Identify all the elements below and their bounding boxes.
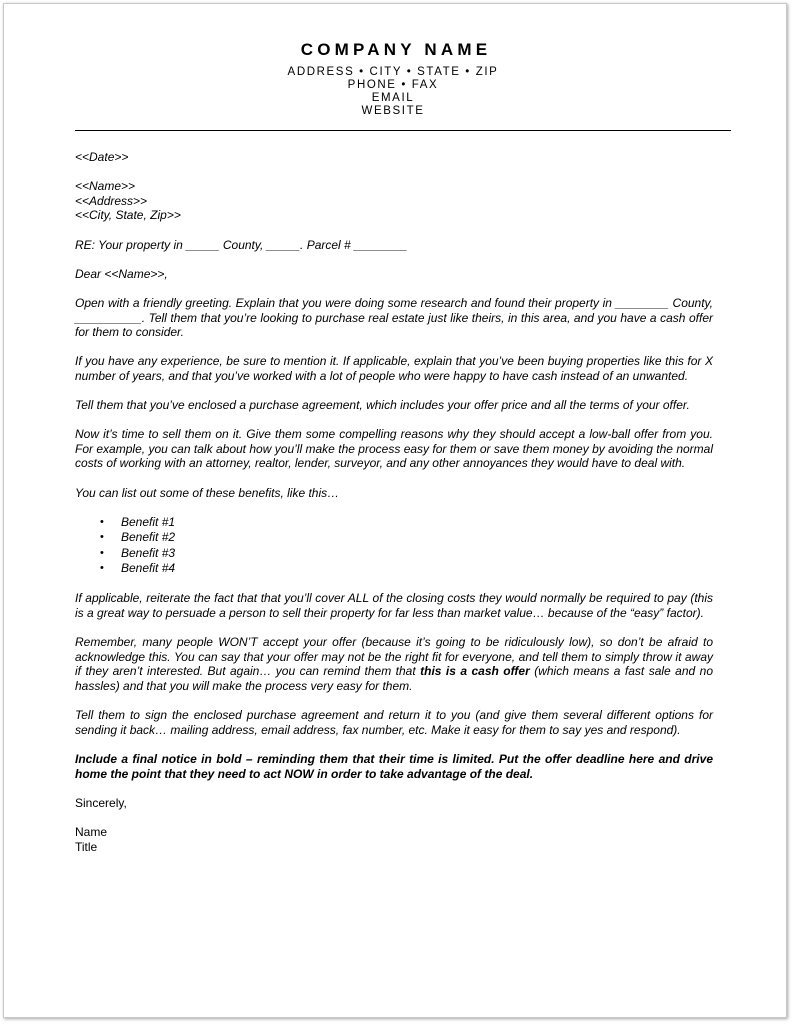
paragraph-sign: Tell them to sign the enclosed purchase agreement and return it to you (and give them several different options for sending it back… mailing address, email address, fax number, etc. Make it easy for them to say yes and respond). — [75, 708, 713, 737]
paragraph-enclosure: Tell them that you’ve enclosed a purchase agreement, which includes your offer price and all the terms of your offer. — [75, 398, 690, 413]
benefits-list — [75, 515, 713, 577]
paragraph-benefits-intro: You can list out some of these benefits, like this… — [75, 485, 340, 500]
closing: Sincerely, — [75, 795, 127, 810]
paragraph-closing-costs: If applicable, reiterate the fact that that you’ll cover ALL of the closing costs they would normally be required to pay (this is a great way to persuade a person to sell their property for far less than market value… because of the “easy” factor). — [75, 591, 713, 621]
benefit-label: Benefit #2 — [121, 530, 176, 545]
benefit-label: Benefit #1 — [121, 514, 176, 529]
paragraph-final-notice: Include a final notice in bold – reminding them that their time is limited. Put the offer deadline here and drive home the point that they need to act NOW in order to take advantage of the deal. — [75, 751, 713, 781]
benefit-label: Benefit #3 — [121, 545, 176, 560]
letter-date: <<Date>> — [75, 150, 129, 164]
company-name: COMPANY NAME — [300, 40, 492, 59]
recipient-name: <<Name>> — [75, 179, 136, 194]
letterhead-email-line: EMAIL — [371, 92, 415, 104]
cash-offer-emphasis: this is a cash offer — [420, 664, 530, 679]
paragraph-remember — [75, 635, 713, 693]
paragraph-experience: If you have any experience, be sure to mention it. If applicable, explain that you’ve been buying properties like this for X number of years, and that you’ve worked with a lot of people who were happy to have cash instead of an unwanted. — [75, 354, 713, 383]
recipient-city: <<City, State, Zip>> — [75, 208, 181, 223]
salutation: Dear <<Name>>, — [75, 266, 168, 281]
signature-name: Name — [75, 824, 108, 839]
list-item — [75, 546, 713, 562]
paragraph-intro: Open with a friendly greeting. Explain that you were doing some research and found their property in ________ County, __________. Tell them that you’re looking to purchase real estate just like theirs, in this area, and you have a cash offer for them to consider. — [75, 295, 713, 340]
letterhead-phone-line: PHONE • FAX — [347, 79, 439, 91]
benefit-label: Benefit #4 — [121, 561, 176, 576]
list-item — [75, 561, 713, 577]
letterhead-address-line: ADDRESS • CITY • STATE • ZIP — [287, 66, 499, 78]
letterhead — [0, 40, 786, 118]
letterhead-website-line: WEBSITE — [361, 105, 425, 117]
recipient-address: <<Address>> — [75, 193, 148, 208]
list-item — [75, 530, 713, 546]
re-line: RE: Your property in _____ County, _____. Parcel # ________ — [75, 237, 408, 252]
remember-text: Remember, many people WON’T accept your offer (because it’s going to be ridiculously low), so don’t be afraid to acknowledge this. You can say that your offer may not be the right fit for everyone, and tell them to simply throw it away if they aren’t interested. But again… you can remind them that — [75, 635, 713, 679]
signature-block — [75, 825, 713, 854]
letter-body — [75, 150, 713, 854]
bullet-icon: • — [100, 515, 104, 528]
bullet-icon: • — [100, 531, 104, 544]
paragraph-sell: Now it’s time to sell them on it. Give them some compelling reasons why they should accept a low-ball offer from you. For example, you can talk about how you’ll make the process easy for them or save them money by avoiding the normal costs of working with an attorney, realtor, lender, surveyor, and any other annoyances they would have to deal with. — [75, 427, 713, 471]
letterhead-divider — [75, 130, 731, 131]
list-item — [75, 515, 713, 531]
bullet-icon: • — [100, 546, 104, 559]
bullet-icon: • — [100, 562, 104, 575]
recipient-block — [75, 179, 713, 223]
signature-title: Title — [75, 839, 98, 854]
remember-text-end: (which means a fast sale and no hassles) and that you will make the process very easy for them. — [75, 664, 713, 693]
